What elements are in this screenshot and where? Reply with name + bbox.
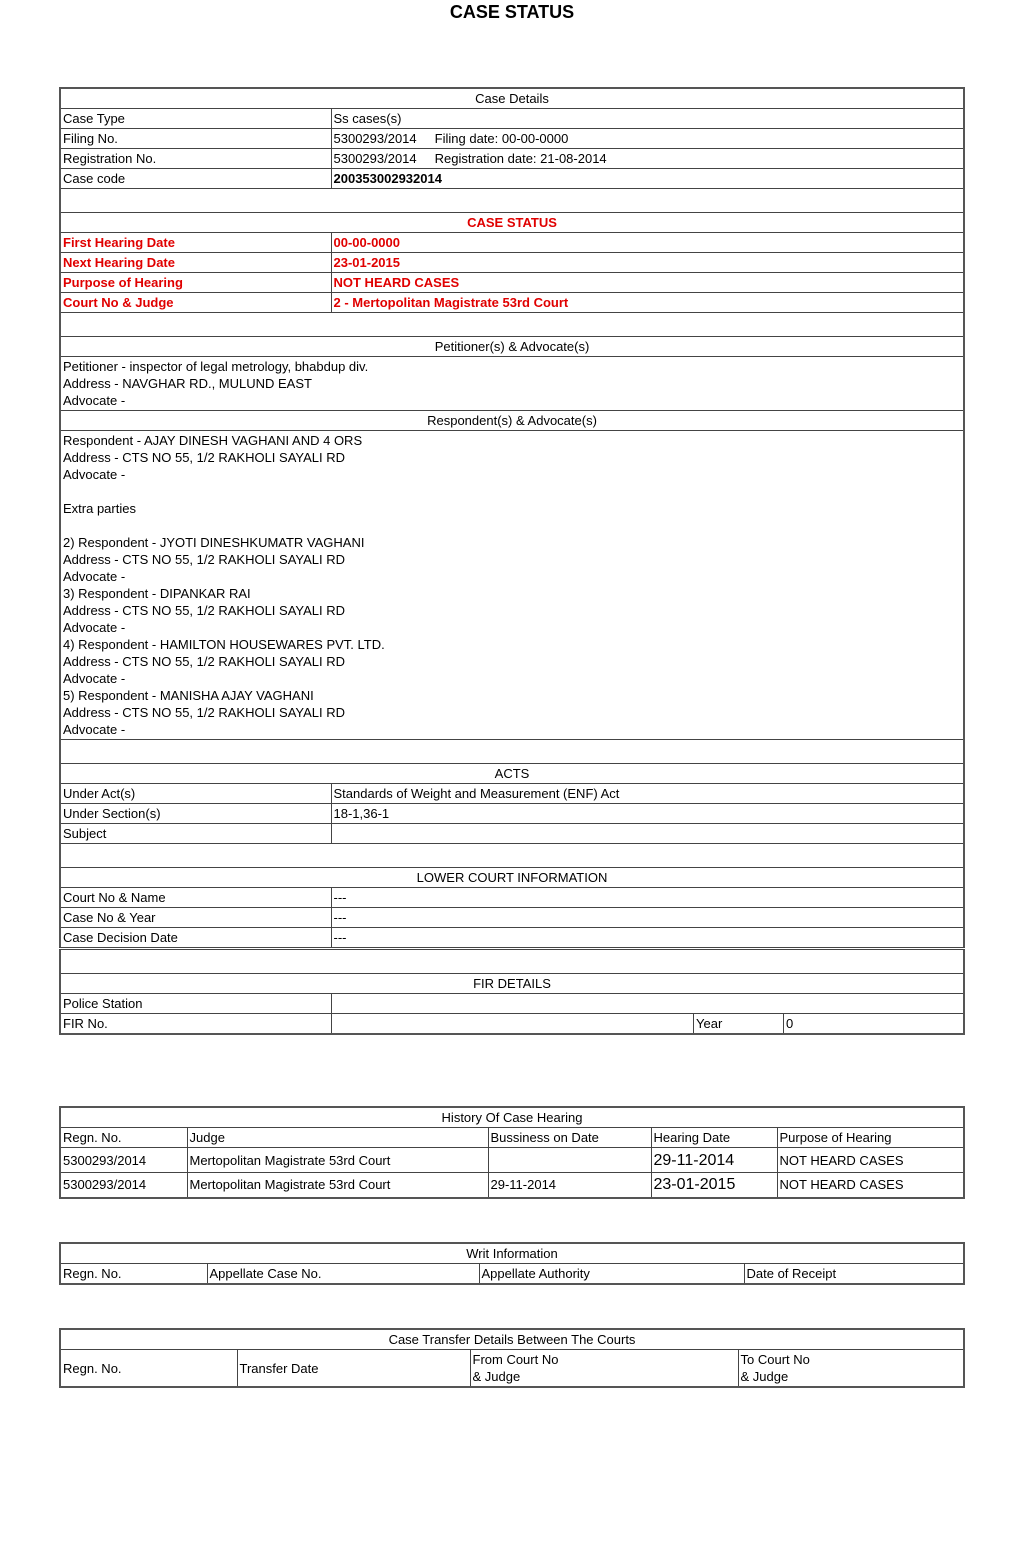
court-judge-value: 2 - Mertopolitan Magistrate 53rd Court	[331, 293, 964, 313]
spacer-row	[60, 949, 964, 974]
transfer-header: Case Transfer Details Between The Courts	[60, 1329, 964, 1350]
fir-no-label: FIR No.	[60, 1014, 331, 1035]
business-date-cell: 29-11-2014	[488, 1173, 651, 1198]
registration-date: Registration date: 21-08-2014	[434, 151, 607, 166]
first-hearing-label: First Hearing Date	[60, 233, 331, 253]
year-value: 0	[786, 1016, 794, 1031]
respondent-line: 3) Respondent - DIPANKAR RAI	[63, 586, 251, 601]
petitioners-header: Petitioner(s) & Advocate(s)	[60, 337, 964, 357]
regn-no-cell: 5300293/2014	[60, 1148, 187, 1173]
next-hearing-value: 23-01-2015	[331, 253, 964, 273]
header-line: From Court No	[472, 1352, 559, 1367]
petitioners-block	[60, 357, 964, 411]
column-header: Judge	[187, 1128, 488, 1148]
lower-court-header: LOWER COURT INFORMATION	[60, 868, 964, 888]
respondent-line: Advocate -	[63, 722, 126, 737]
column-header: Regn. No.	[60, 1264, 207, 1285]
column-header: Appellate Authority	[479, 1264, 744, 1285]
respondent-line: 2) Respondent - JYOTI DINESHKUMATR VAGHANI	[63, 535, 365, 550]
column-header: Bussiness on Date	[488, 1128, 651, 1148]
petitioner-line: Advocate -	[63, 393, 126, 408]
column-header: Purpose of Hearing	[777, 1128, 964, 1148]
respondents-block	[60, 431, 964, 740]
table-row	[60, 1173, 964, 1198]
table-row	[60, 253, 964, 273]
header-line: & Judge	[472, 1369, 521, 1384]
respondent-line: Address - CTS NO 55, 1/2 RAKHOLI SAYALI RD	[63, 552, 346, 567]
writ-header: Writ Information	[60, 1243, 964, 1264]
respondent-line: Address - CTS NO 55, 1/2 RAKHOLI SAYALI RD	[63, 603, 346, 618]
filing-no-cell	[331, 129, 964, 149]
page-title: CASE STATUS	[449, 2, 575, 22]
purpose-cell: NOT HEARD CASES	[777, 1148, 964, 1173]
table-header-row	[60, 1264, 964, 1285]
respondent-line: Advocate -	[63, 467, 126, 482]
first-hearing-value: 00-00-0000	[331, 233, 964, 253]
case-code-label: Case code	[60, 169, 331, 189]
fir-no-value	[332, 1014, 694, 1033]
table-row	[60, 928, 964, 949]
header-line: To Court No	[740, 1352, 810, 1367]
regn-no-cell: 5300293/2014	[60, 1173, 187, 1198]
court-name-value: ---	[331, 888, 964, 908]
column-header: Date of Receipt	[744, 1264, 964, 1285]
case-type-label: Case Type	[60, 109, 331, 129]
table-header-row	[60, 1128, 964, 1148]
case-year-label: Case No & Year	[60, 908, 331, 928]
respondent-line: Address - CTS NO 55, 1/2 RAKHOLI SAYALI RD	[63, 450, 346, 465]
table-row	[60, 994, 964, 1014]
acts-header: ACTS	[60, 764, 964, 784]
table-row	[60, 1014, 964, 1035]
column-header: Appellate Case No.	[207, 1264, 479, 1285]
year-label: Year	[694, 1014, 784, 1033]
table-row	[60, 149, 964, 169]
case-details-header: Case Details	[60, 88, 964, 109]
police-station-label: Police Station	[60, 994, 331, 1014]
writ-table	[59, 1242, 965, 1285]
transfer-table	[59, 1328, 965, 1388]
header-line: & Judge	[740, 1369, 789, 1384]
court-judge-label: Court No & Judge	[60, 293, 331, 313]
judge-cell: Mertopolitan Magistrate 53rd Court	[187, 1148, 488, 1173]
table-row	[60, 233, 964, 253]
case-details-table	[59, 87, 965, 1035]
spacer-row	[60, 189, 964, 213]
table-row	[60, 888, 964, 908]
purpose-label: Purpose of Hearing	[60, 273, 331, 293]
registration-no-value: 5300293/2014	[333, 151, 417, 166]
decision-date-value: ---	[331, 928, 964, 949]
respondent-line: 4) Respondent - HAMILTON HOUSEWARES PVT. LTD.	[63, 637, 385, 652]
respondents-header: Respondent(s) & Advocate(s)	[60, 411, 964, 431]
decision-date-label: Case Decision Date	[60, 928, 331, 949]
spacer-row	[60, 844, 964, 868]
petitioner-line: Address - NAVGHAR RD., MULUND EAST	[63, 376, 312, 391]
respondent-line: Address - CTS NO 55, 1/2 RAKHOLI SAYALI RD	[63, 654, 346, 669]
table-row	[60, 273, 964, 293]
court-name-label: Court No & Name	[60, 888, 331, 908]
table-row	[60, 169, 964, 189]
fir-header: FIR DETAILS	[60, 974, 964, 994]
table-row	[60, 109, 964, 129]
subject-value	[331, 824, 964, 844]
table-header-row	[60, 1350, 964, 1388]
table-row	[60, 1148, 964, 1173]
table-row	[60, 293, 964, 313]
column-header	[738, 1350, 964, 1388]
respondent-line: Extra parties	[63, 501, 136, 516]
business-date-cell	[488, 1148, 651, 1173]
under-sections-label: Under Section(s)	[60, 804, 331, 824]
registration-no-label: Registration No.	[60, 149, 331, 169]
fir-inner-table	[332, 1014, 964, 1033]
history-header: History Of Case Hearing	[60, 1107, 964, 1128]
hearing-date-link[interactable]: 29-11-2014	[651, 1148, 777, 1173]
table-row	[60, 129, 964, 149]
next-hearing-label: Next Hearing Date	[60, 253, 331, 273]
table-row	[60, 824, 964, 844]
hearing-date-link[interactable]: 23-01-2015	[651, 1173, 777, 1198]
table-row	[60, 804, 964, 824]
respondent-line: 5) Respondent - MANISHA AJAY VAGHANI	[63, 688, 314, 703]
under-sections-value: 18-1,36-1	[331, 804, 964, 824]
subject-label: Subject	[60, 824, 331, 844]
column-header: Hearing Date	[651, 1128, 777, 1148]
respondent-line	[63, 483, 961, 500]
column-header: Regn. No.	[60, 1350, 237, 1388]
respondent-line: Respondent - AJAY DINESH VAGHANI AND 4 ORS	[63, 433, 363, 448]
case-status-header: CASE STATUS	[60, 213, 964, 233]
case-type-value: Ss cases(s)	[331, 109, 964, 129]
fir-no-cell	[331, 1014, 964, 1035]
respondent-line: Advocate -	[63, 569, 126, 584]
filing-date: Filing date: 00-00-0000	[434, 131, 569, 146]
respondent-line	[63, 517, 961, 534]
purpose-value: NOT HEARD CASES	[331, 273, 964, 293]
case-code-value: 200353002932014	[331, 169, 964, 189]
filing-no-label: Filing No.	[60, 129, 331, 149]
under-acts-value: Standards of Weight and Measurement (ENF) Act	[331, 784, 964, 804]
column-header: Regn. No.	[60, 1128, 187, 1148]
police-station-value	[331, 994, 964, 1014]
purpose-cell: NOT HEARD CASES	[777, 1173, 964, 1198]
respondent-line: Advocate -	[63, 620, 126, 635]
spacer-row	[60, 740, 964, 764]
spacer-row	[60, 313, 964, 337]
registration-no-cell	[331, 149, 964, 169]
hearing-history-table	[59, 1106, 965, 1199]
respondent-line: Address - CTS NO 55, 1/2 RAKHOLI SAYALI RD	[63, 705, 346, 720]
respondent-line: Advocate -	[63, 671, 126, 686]
filing-no-value: 5300293/2014	[333, 131, 417, 146]
under-acts-label: Under Act(s)	[60, 784, 331, 804]
column-header: Transfer Date	[237, 1350, 470, 1388]
column-header	[470, 1350, 738, 1388]
case-year-value: ---	[331, 908, 964, 928]
table-row	[60, 784, 964, 804]
petitioner-line: Petitioner - inspector of legal metrology, bhabdup div.	[63, 359, 369, 374]
judge-cell: Mertopolitan Magistrate 53rd Court	[187, 1173, 488, 1198]
table-row	[60, 908, 964, 928]
